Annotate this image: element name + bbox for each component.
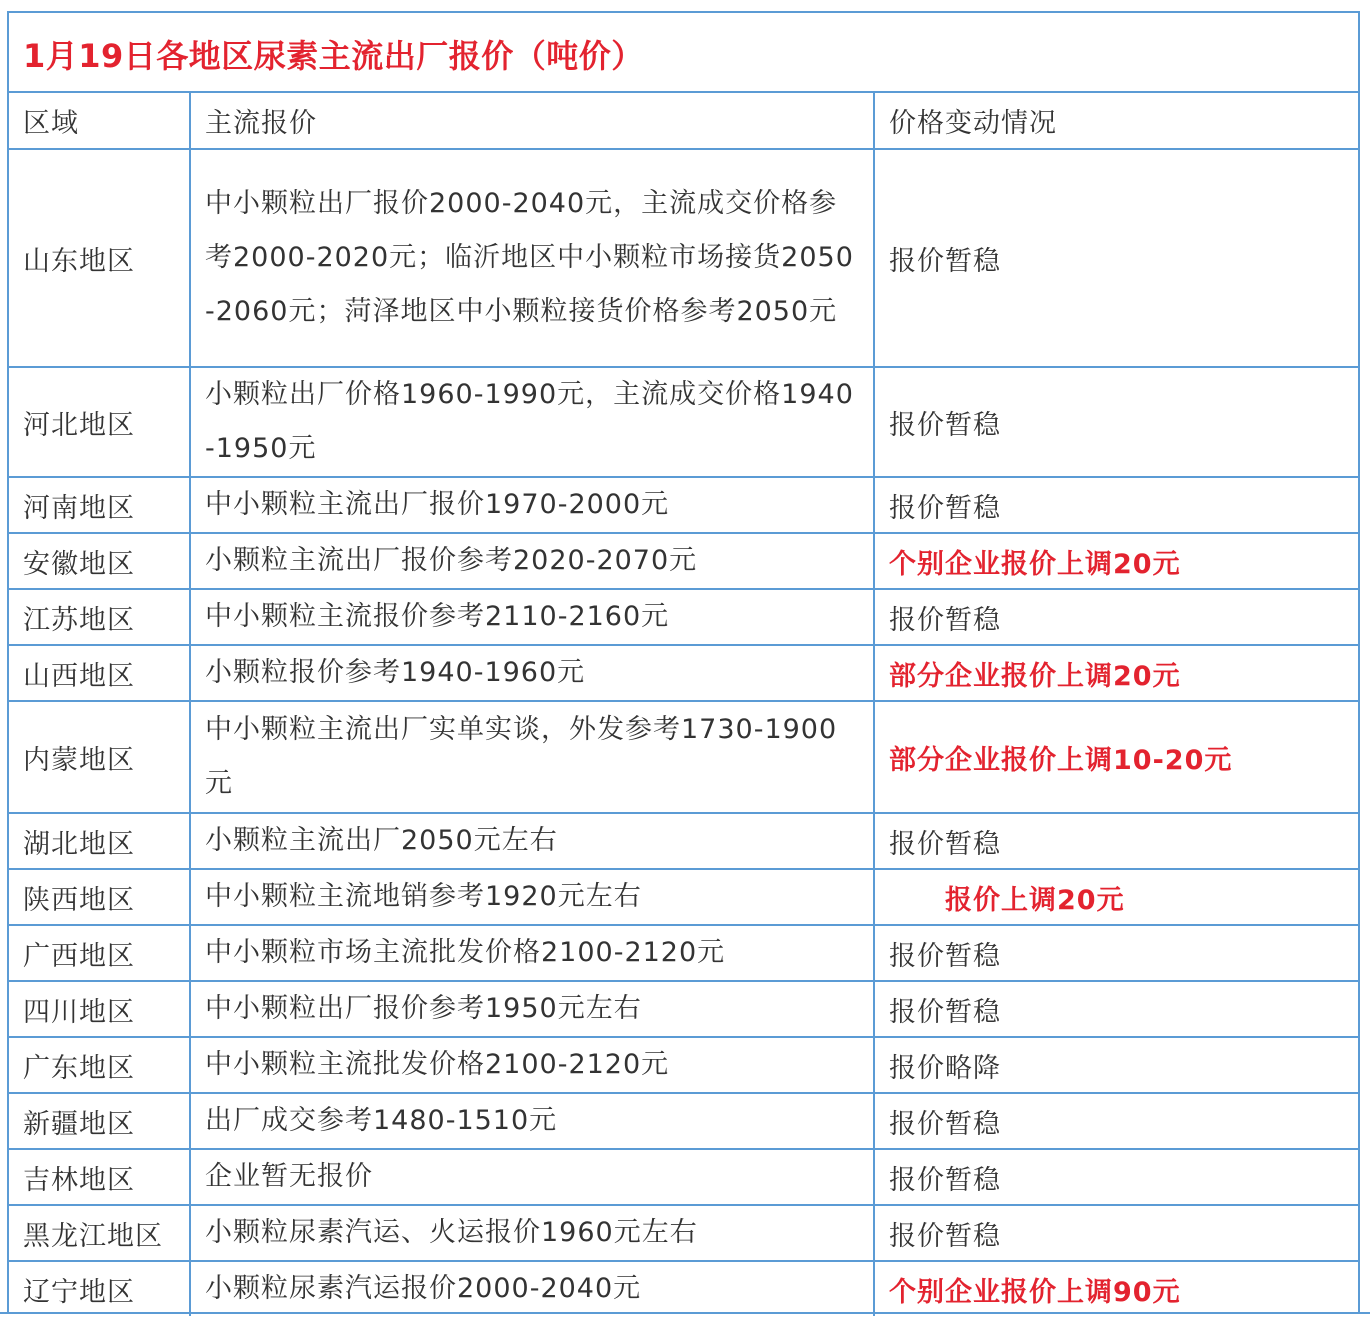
table-row bbox=[9, 533, 1358, 589]
price-cell: 企业暂无报价 bbox=[190, 1149, 874, 1205]
price-cell: 中小颗粒市场主流批发价格2100-2120元 bbox=[190, 925, 874, 981]
region-cell: 内蒙地区 bbox=[9, 701, 190, 813]
change-cell: 报价暂稳 bbox=[874, 589, 1358, 645]
table-row bbox=[9, 1037, 1358, 1093]
price-table bbox=[9, 93, 1358, 1316]
price-cell: 中小颗粒主流地销参考1920元左右 bbox=[190, 869, 874, 925]
change-cell: 报价上调20元 bbox=[874, 869, 1358, 925]
price-cell: 小颗粒出厂价格1960-1990元，主流成交价格1940-1950元 bbox=[190, 367, 874, 477]
table-title-row bbox=[9, 13, 1358, 93]
region-cell: 黑龙江地区 bbox=[9, 1205, 190, 1261]
price-cell: 小颗粒主流出厂报价参考2020-2070元 bbox=[190, 533, 874, 589]
price-cell: 中小颗粒主流批发价格2100-2120元 bbox=[190, 1037, 874, 1093]
price-cell: 中小颗粒主流出厂报价1970-2000元 bbox=[190, 477, 874, 533]
price-cell: 中小颗粒主流报价参考2110-2160元 bbox=[190, 589, 874, 645]
region-cell: 山西地区 bbox=[9, 645, 190, 701]
region-cell: 河北地区 bbox=[9, 367, 190, 477]
region-cell: 辽宁地区 bbox=[9, 1261, 190, 1316]
region-cell: 湖北地区 bbox=[9, 813, 190, 869]
change-cell: 报价暂稳 bbox=[874, 925, 1358, 981]
region-cell: 江苏地区 bbox=[9, 589, 190, 645]
price-table-container bbox=[7, 11, 1360, 1313]
price-cell: 小颗粒尿素汽运、火运报价1960元左右 bbox=[190, 1205, 874, 1261]
table-title: 1月19日各地区尿素主流出厂报价（吨价） bbox=[23, 37, 644, 75]
price-cell: 中小颗粒主流出厂实单实谈，外发参考1730-1900元 bbox=[190, 701, 874, 813]
table-row bbox=[9, 1149, 1358, 1205]
table-row bbox=[9, 1205, 1358, 1261]
price-cell: 小颗粒尿素汽运报价2000-2040元 bbox=[190, 1261, 874, 1316]
table-row bbox=[9, 701, 1358, 813]
price-cell: 中小颗粒出厂报价2000-2040元，主流成交价格参考2000-2020元；临沂地区中小颗粒市场接货2050-2060元；菏泽地区中小颗粒接货价格参考2050元 bbox=[190, 149, 874, 367]
table-row bbox=[9, 1093, 1358, 1149]
table-row bbox=[9, 477, 1358, 533]
price-cell: 小颗粒报价参考1940-1960元 bbox=[190, 645, 874, 701]
header-price: 主流报价 bbox=[190, 93, 874, 149]
table-row bbox=[9, 925, 1358, 981]
table-row bbox=[9, 367, 1358, 477]
table-row bbox=[9, 589, 1358, 645]
region-cell: 山东地区 bbox=[9, 149, 190, 367]
change-cell: 个别企业报价上调20元 bbox=[874, 533, 1358, 589]
header-change: 价格变动情况 bbox=[889, 108, 1057, 139]
region-cell: 河南地区 bbox=[9, 477, 190, 533]
change-cell: 报价暂稳 bbox=[874, 149, 1358, 367]
region-cell: 新疆地区 bbox=[9, 1093, 190, 1149]
change-cell: 报价暂稳 bbox=[874, 1093, 1358, 1149]
change-cell: 报价暂稳 bbox=[874, 477, 1358, 533]
region-cell: 广西地区 bbox=[9, 925, 190, 981]
table-row bbox=[9, 981, 1358, 1037]
price-cell: 中小颗粒出厂报价参考1950元左右 bbox=[190, 981, 874, 1037]
table-row bbox=[9, 869, 1358, 925]
region-cell: 广东地区 bbox=[9, 1037, 190, 1093]
price-cell: 小颗粒主流出厂2050元左右 bbox=[190, 813, 874, 869]
change-cell: 报价暂稳 bbox=[874, 813, 1358, 869]
region-cell: 吉林地区 bbox=[9, 1149, 190, 1205]
region-cell: 陕西地区 bbox=[9, 869, 190, 925]
bottom-border-line bbox=[0, 1312, 1370, 1314]
region-cell: 安徽地区 bbox=[9, 533, 190, 589]
change-cell: 报价暂稳 bbox=[874, 1149, 1358, 1205]
table-row bbox=[9, 645, 1358, 701]
change-cell: 部分企业报价上调10-20元 bbox=[874, 701, 1358, 813]
table-row bbox=[9, 1261, 1358, 1316]
header-row bbox=[9, 93, 1358, 149]
region-cell: 四川地区 bbox=[9, 981, 190, 1037]
table-row bbox=[9, 149, 1358, 367]
change-cell: 报价暂稳 bbox=[874, 981, 1358, 1037]
price-cell: 出厂成交参考1480-1510元 bbox=[190, 1093, 874, 1149]
change-cell: 部分企业报价上调20元 bbox=[874, 645, 1358, 701]
change-cell: 个别企业报价上调90元 bbox=[874, 1261, 1358, 1316]
table-row bbox=[9, 813, 1358, 869]
change-cell: 报价暂稳 bbox=[874, 367, 1358, 477]
change-cell: 报价暂稳 bbox=[874, 1205, 1358, 1261]
change-cell: 报价略降 bbox=[874, 1037, 1358, 1093]
header-region: 区域 bbox=[9, 93, 190, 149]
